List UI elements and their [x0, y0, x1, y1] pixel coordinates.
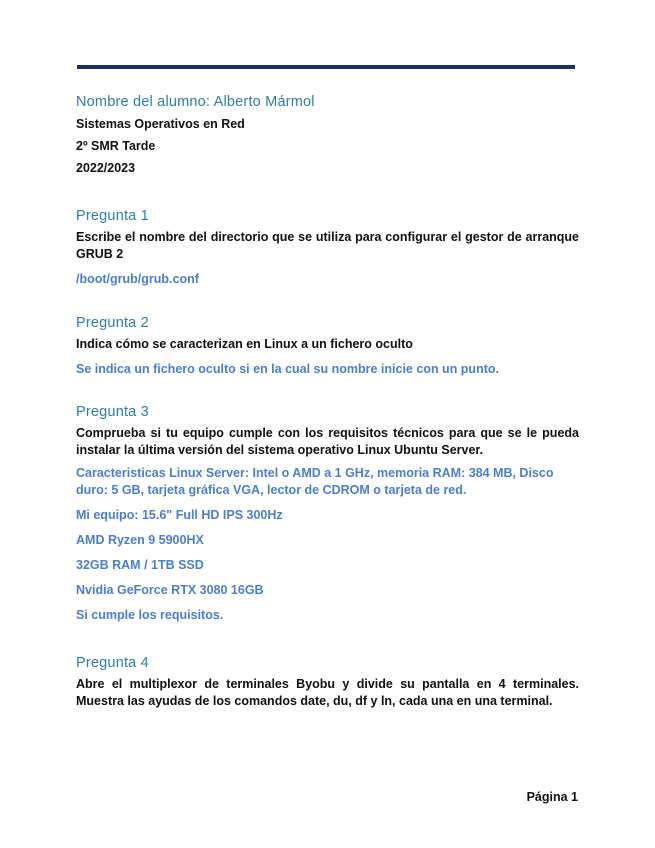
student-header	[76, 92, 579, 179]
student-name-heading: Nombre del alumno: Alberto Mármol	[76, 94, 315, 110]
question-title: Pregunta 4	[76, 655, 149, 671]
course-name: Sistemas Operativos en Red	[76, 117, 245, 131]
question-text: Comprueba si tu equipo cumple con los requisitos técnicos para que se le pueda instalar la última versión del sistema operativo Linux Ubuntu Server.	[76, 426, 579, 457]
question-text: Abre el multiplexor de terminales Byobu y divide su pantalla en 4 terminales. Muestra las ayudas de los comandos date, du, df y ln, cada una en una terminal.	[76, 677, 579, 708]
answer-text: 32GB RAM / 1TB SSD	[76, 558, 204, 572]
question-4	[76, 653, 579, 710]
question-1	[76, 206, 579, 288]
answer-text: Nvidia GeForce RTX 3080 16GB	[76, 583, 264, 597]
group-name: 2º SMR Tarde	[76, 139, 156, 153]
answer-text: /boot/grub/grub.conf	[76, 272, 199, 286]
question-3	[76, 402, 579, 624]
school-year: 2022/2023	[76, 161, 136, 175]
question-title: Pregunta 1	[76, 208, 149, 224]
question-title: Pregunta 2	[76, 315, 149, 331]
question-text: Indica cómo se caracterizan en Linux a un fichero oculto	[76, 337, 413, 351]
question-title: Pregunta 3	[76, 404, 149, 420]
question-text: Escribe el nombre del directorio que se utiliza para configurar el gestor de arranque GRUB 2	[76, 230, 579, 261]
answer-text: Caracteristicas Linux Server: Intel o AMD a 1 GHz, memoria RAM: 384 MB, Disco duro: 5 GB, tarjeta gráfica VGA, lector de CDROM o tarjeta de red.	[76, 466, 554, 497]
answer-text: Mi equipo: 15.6" Full HD IPS 300Hz	[76, 508, 283, 522]
answer-text: AMD Ryzen 9 5900HX	[76, 533, 204, 547]
document-body	[76, 92, 579, 710]
answer-text: Se indica un fichero oculto si en la cual su nombre inicie con un punto.	[76, 362, 499, 376]
page-number: Página 1	[526, 790, 578, 804]
question-2	[76, 313, 579, 378]
answer-text: Si cumple los requisitos.	[76, 608, 224, 622]
top-divider	[77, 65, 575, 69]
